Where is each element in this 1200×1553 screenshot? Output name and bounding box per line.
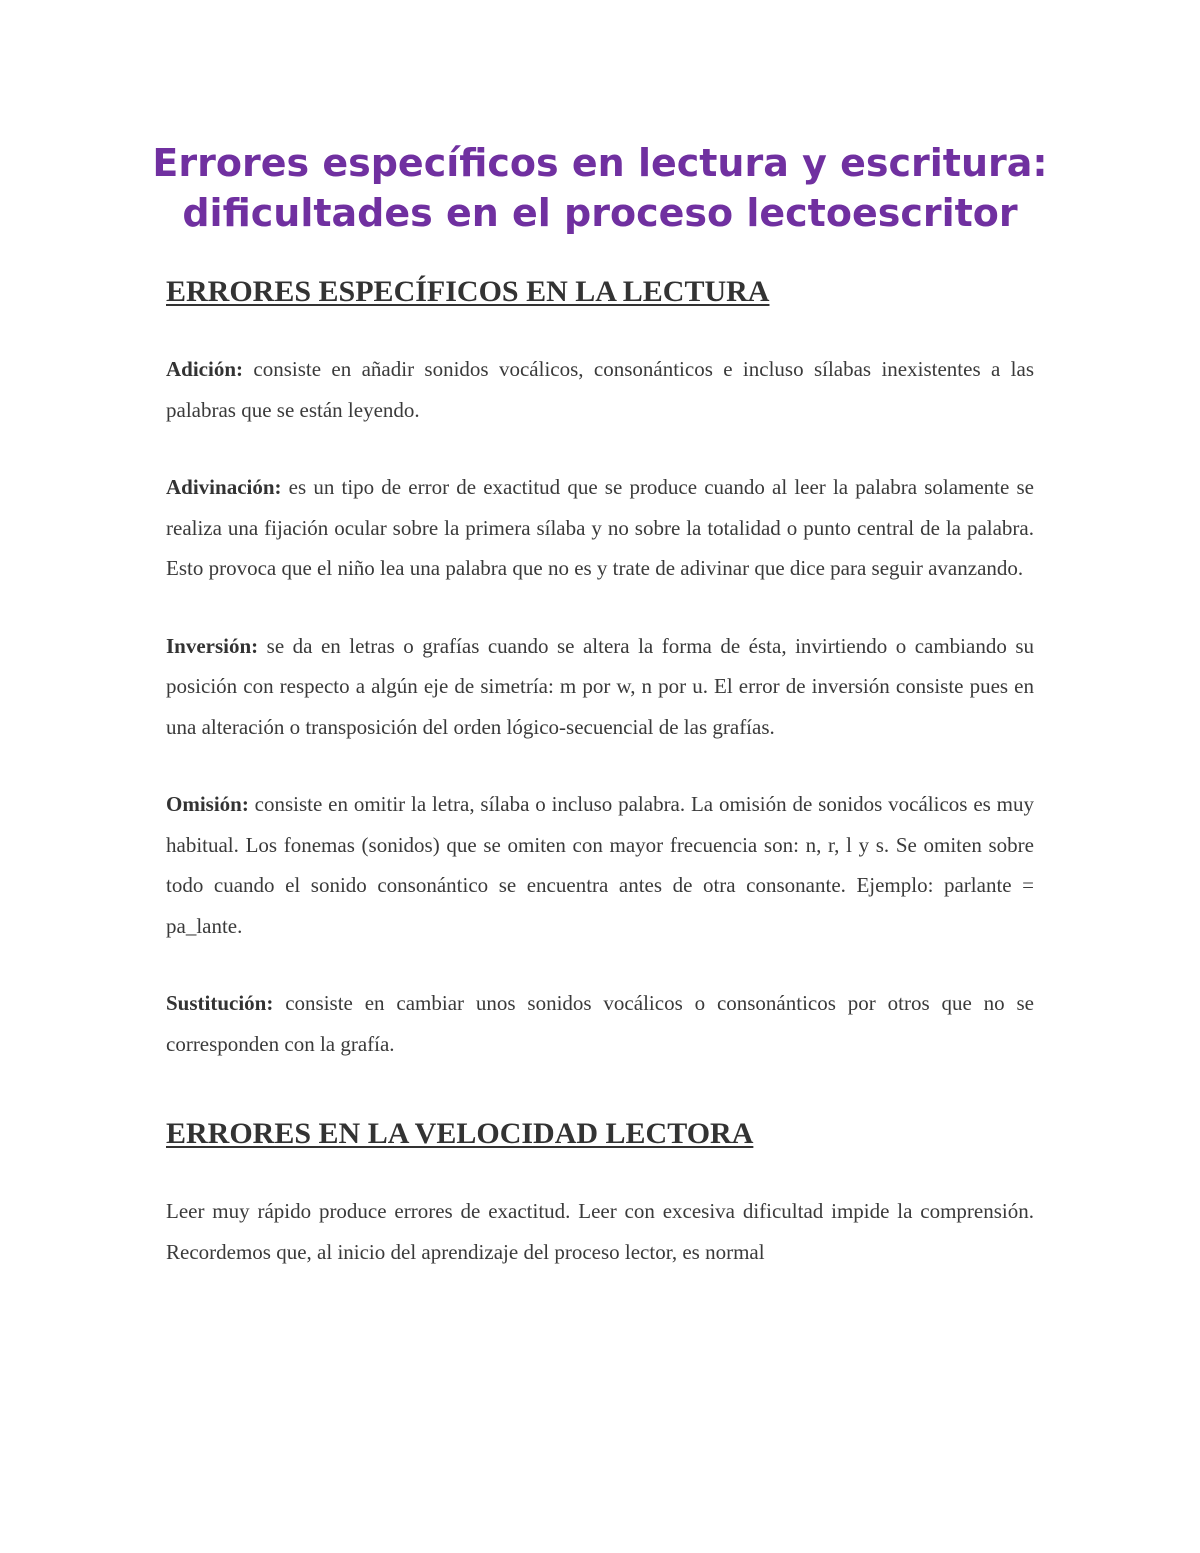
- entry-term: Inversión:: [166, 633, 259, 658]
- entry-text: consiste en omitir la letra, sílaba o incluso palabra. La omisión de sonidos vocálicos es muy habitual. Los fonemas (sonidos) que se omiten con mayor frecuencia son: n, r, l y s. Se omiten sobre todo cuando el sonido consonántico se encuentra antes de otra consonante. Ejemplo: parlante = pa_lante.: [166, 792, 1034, 938]
- entry-text: se da en letras o grafías cuando se altera la forma de ésta, invirtiendo o cambiando su posición con respecto a algún eje de simetría: m por w, n por u. El error de inversión consiste pues en una alteración o transposición del orden lógico-secuencial de las grafías.: [166, 633, 1034, 739]
- velocidad-paragraph: Leer muy rápido produce errores de exactitud. Leer con excesiva dificultad impide la comprensión. Recordemos que, al inicio del aprendizaje del proceso lector, es normal: [166, 1199, 1034, 1264]
- entry-sustitucion: [166, 983, 1034, 1064]
- section-heading-velocidad: ERRORES EN LA VELOCIDAD LECTORA: [166, 1117, 754, 1150]
- document-title: Errores específicos en lectura y escritura: dificultades en el proceso lectoescritor: [152, 141, 1048, 235]
- document-page: [152, 138, 1048, 1272]
- entry-text: es un tipo de error de exactitud que se produce cuando al leer la palabra solamente se realiza una fijación ocular sobre la primera sílaba y no sobre la totalidad o punto central de la palabra. Esto provoca que el niño lea una palabra que no es y trate de adivinar que dice para seguir avanzando.: [166, 475, 1034, 580]
- section-heading-lectura: ERRORES ESPECÍFICOS EN LA LECTURA: [166, 275, 770, 308]
- entry-inversion: [166, 626, 1034, 748]
- entry-term: Adivinación:: [166, 475, 282, 499]
- entry-text: consiste en cambiar unos sonidos vocálicos o consonánticos por otros que no se corresponden con la grafía.: [166, 991, 1034, 1056]
- entry-text: consiste en añadir sonidos vocálicos, consonánticos e incluso sílabas inexistentes a las palabras que se están leyendo.: [166, 357, 1034, 422]
- entry-omision: [166, 784, 1034, 946]
- entry-term: Adición:: [166, 357, 244, 381]
- entry-term: Omisión:: [166, 792, 249, 816]
- entry-term: Sustitución:: [166, 991, 274, 1015]
- entry-adicion: [166, 349, 1034, 430]
- entry-adivinacion: [166, 467, 1034, 589]
